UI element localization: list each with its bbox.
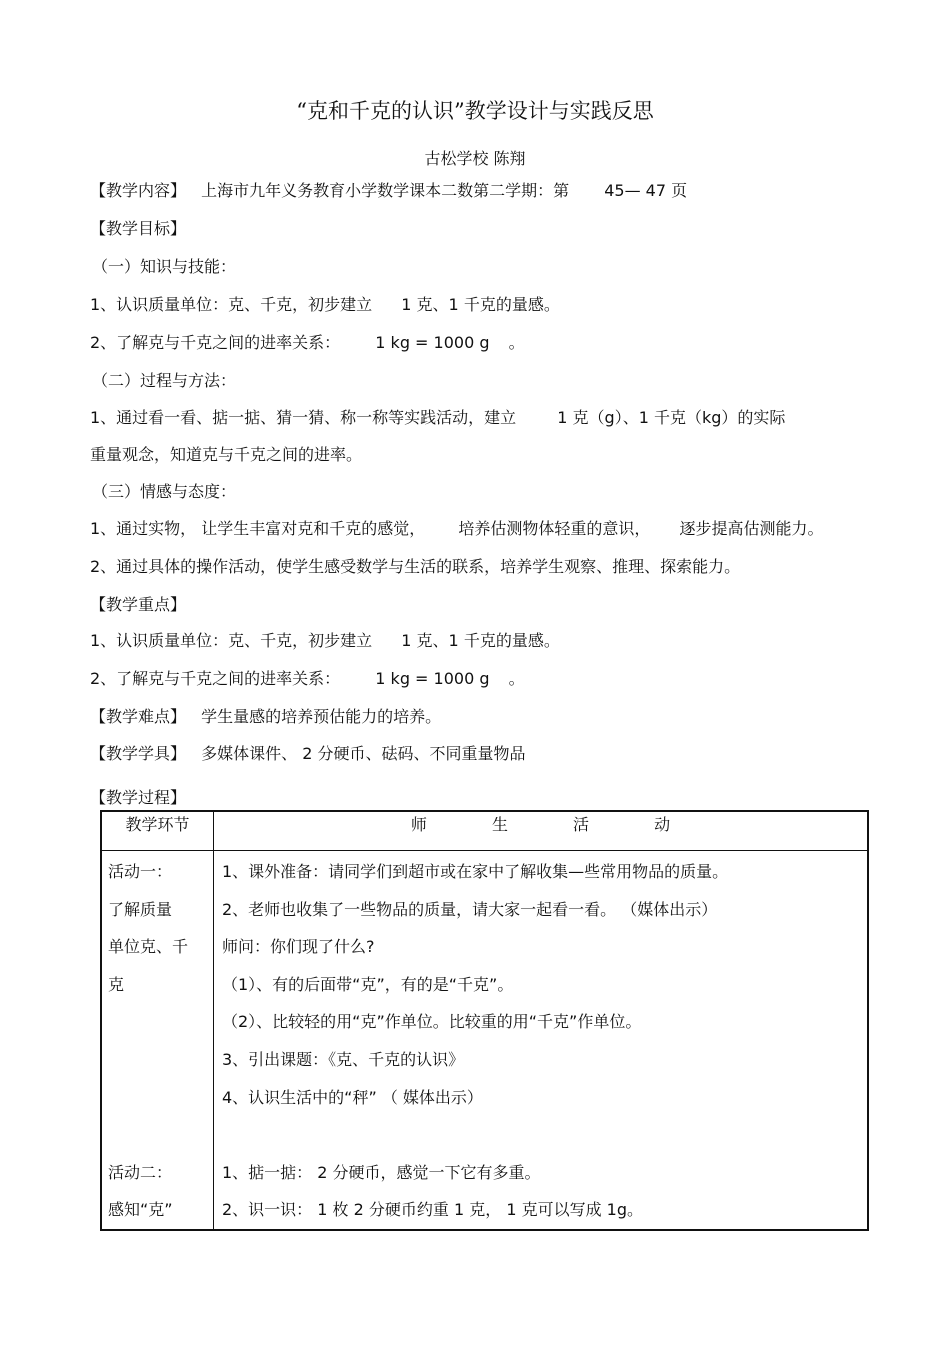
process-method-item-1-text: 1、通过看一看、掂一掂、猜一猜、称一称等实践活动，建立 (90, 408, 517, 427)
keypoints-item-2 (90, 668, 525, 690)
keypoints-item-1 (90, 630, 560, 652)
table-row (101, 851, 868, 1230)
teaching-process-table (100, 810, 869, 1231)
teaching-content-line (90, 180, 687, 202)
keypoints-item-1-text: 1、认识质量单位：克、千克，初步建立 (90, 631, 373, 650)
knowledge-item-2-formula: 1 kg = 1000 g (375, 333, 490, 352)
knowledge-item-1-text: 1、认识质量单位：克、千克，初步建立 (90, 295, 373, 314)
stage-line: 感知“克” (108, 1200, 173, 1220)
knowledge-heading: （一）知识与技能： (92, 257, 237, 276)
knowledge-item-1 (90, 294, 560, 316)
stage-line (108, 1041, 213, 1079)
keypoints-item-2-end: 。 (508, 669, 525, 688)
keypoints-heading: 【教学重点】 (90, 595, 187, 614)
document-title: “克和千克的认识”教学设计与实践反思 (296, 99, 654, 123)
teaching-content-text: 上海市九年义务教育小学数学课本二数第二学期：第 (201, 181, 570, 200)
tools-label: 【教学学具】 (90, 744, 187, 763)
knowledge-item-2-end: 。 (508, 333, 525, 352)
stage-line (108, 1116, 213, 1154)
process-method-item-1-cont: 重量观念，知道克与千克之间的进率。 (90, 445, 363, 464)
activity-cell (214, 851, 869, 1230)
table-header-row (101, 811, 868, 851)
process-method-heading: （二）过程与方法： (92, 371, 237, 390)
teaching-content-label: 【教学内容】 (90, 181, 187, 200)
goals-heading: 【教学目标】 (90, 219, 187, 238)
process-method-item-1 (90, 407, 785, 429)
stage-line: 活动一： (108, 862, 173, 881)
stage-cell (101, 851, 214, 1230)
tools-text: 多媒体课件、 2 分硬币、砝码、不同重量物品 (201, 744, 526, 763)
activity-line: （1）、有的后面带“克”，有的是“千克”。 (222, 974, 514, 994)
stage-line: 活动二： (108, 1162, 173, 1182)
teaching-content-pages: 45— 47 页 (604, 181, 688, 200)
process-heading: 【教学过程】 (90, 788, 187, 807)
difficulty-text: 学生量感的培养预估能力的培养。 (201, 707, 442, 726)
header-activity (214, 811, 869, 851)
activity-line: 师问：你们现了什么? (222, 937, 375, 957)
attitude-item-1-a: 1、通过实物， 让学生丰富对克和千克的感觉， (90, 519, 426, 538)
header-activity-char: 生 (491, 815, 508, 834)
activity-line: 1、掂一掂： 2 分硬币，感觉一下它有多重。 (222, 1162, 541, 1182)
attitude-item-1 (90, 518, 824, 540)
activity-line: 2、老师也收集了一些物品的质量，请大家一起看一看。 （媒体出示） (222, 899, 718, 919)
keypoints-item-2-formula: 1 kg = 1000 g (375, 669, 490, 688)
author-line: 古松学校 陈翔 (424, 149, 526, 168)
knowledge-item-1-value: 1 克、1 千克的量感。 (401, 295, 560, 314)
activity-line: 4、认识生活中的“秤” （ 媒体出示） (222, 1087, 483, 1107)
attitude-item-1-b: 培养估测物体轻重的意识， (458, 519, 651, 538)
header-activity-char: 动 (654, 815, 671, 834)
activity-line: 3、引出课题：《克、千克的认识》 (222, 1049, 465, 1069)
keypoints-item-1-value: 1 克、1 千克的量感。 (401, 631, 560, 650)
activity-line: 1、课外准备：请同学们到超市或在家中了解收集—些常用物品的质量。 (222, 862, 729, 881)
attitude-item-2: 2、通过具体的操作活动，使学生感受数学与生活的联系，培养学生观察、推理、探索能力。 (90, 557, 741, 576)
stage-line (108, 1079, 213, 1117)
activity-line: 2、识一识： 1 枚 2 分硬币约重 1 克， 1 克可以写成 1g。 (222, 1200, 644, 1220)
tools-line (90, 743, 525, 765)
header-activity-char: 师 (410, 815, 427, 834)
stage-line: 了解质量 (108, 899, 173, 919)
header-stage: 教学环节 (101, 811, 214, 851)
stage-line: 克 (108, 974, 125, 994)
stage-line: 单位克、千 (108, 937, 189, 957)
knowledge-item-2 (90, 332, 525, 354)
difficulty-line (90, 706, 441, 728)
activity-line: （2）、比较轻的用“克”作单位。比较重的用“千克”作单位。 (222, 1012, 642, 1032)
knowledge-item-2-text: 2、了解克与千克之间的进率关系： (90, 333, 341, 352)
difficulty-label: 【教学难点】 (90, 707, 187, 726)
activity-line (222, 1116, 867, 1154)
keypoints-item-2-text: 2、了解克与千克之间的进率关系： (90, 669, 341, 688)
stage-line (108, 1003, 213, 1041)
attitude-item-1-c: 逐步提高估测能力。 (679, 519, 824, 538)
header-activity-char: 活 (573, 815, 590, 834)
attitude-heading: （三）情感与态度： (92, 482, 237, 501)
process-method-item-1-value: 1 克（g）、1 千克（kg）的实际 (557, 408, 786, 427)
